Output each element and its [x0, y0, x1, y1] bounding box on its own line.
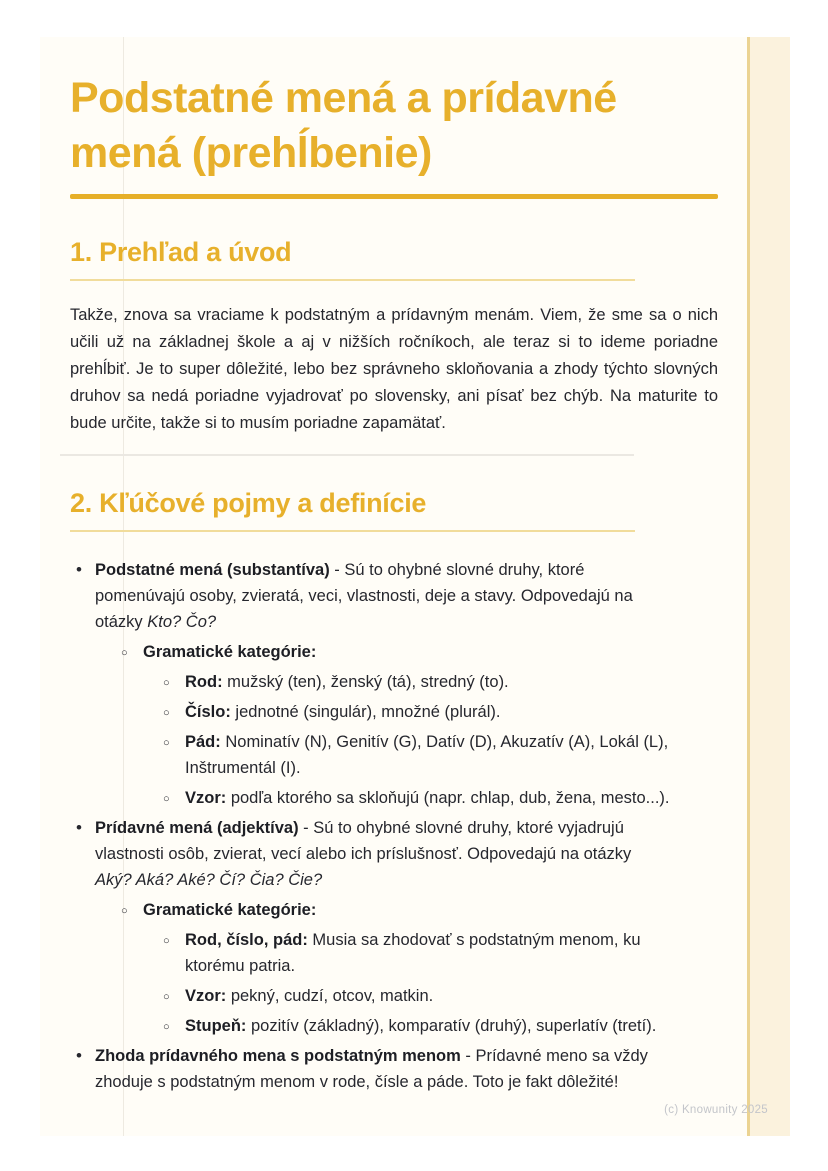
page-right-margin-rule: [747, 37, 750, 1136]
list-item: [70, 1043, 718, 1095]
list-item: [70, 699, 718, 725]
list-item-text: Nominatív (N), Genitív (G), Datív (D), Akuzatív (A), Lokál (L),: [220, 733, 669, 751]
section-divider: [60, 454, 634, 456]
circle-bullet-icon: ○: [163, 935, 170, 947]
list-item-text: jednotné (singulár), množné (plurál).: [230, 703, 501, 721]
list-item-text: Aký? Aká? Aké? Čí? Čia? Čie?: [95, 871, 323, 889]
list-item-text: Kto? Čo?: [147, 613, 217, 631]
concept-list: [70, 557, 718, 1095]
list-item: [70, 557, 718, 635]
list-item-text: Rod:: [185, 673, 223, 691]
watermark: (c) Knowunity 2025: [664, 1104, 768, 1116]
circle-bullet-icon: ○: [121, 647, 128, 659]
list-item-text: Prídavné mená (adjektíva): [95, 819, 299, 837]
list-item-text: Vzor:: [185, 789, 227, 807]
list-item: [70, 639, 718, 665]
list-item-text: Číslo:: [185, 703, 231, 721]
list-item-text: Stupeň:: [185, 1017, 247, 1035]
list-item-text: - Prídavné meno sa vždy: [460, 1047, 648, 1065]
list-item-text: Gramatické kategórie:: [143, 643, 317, 661]
list-item-text: Musia sa zhodovať s podstatným menom, ku: [307, 931, 641, 949]
list-item: [70, 1013, 718, 1039]
list-item-text: Vzor:: [185, 987, 227, 1005]
circle-bullet-icon: ○: [163, 793, 170, 805]
document-page: [40, 37, 790, 1136]
bullet-icon: •: [76, 560, 82, 579]
list-item-text: podľa ktorého sa skloňujú (napr. chlap, dub, žena, mesto...).: [226, 789, 670, 807]
list-item: [70, 669, 718, 695]
list-item: [70, 927, 718, 979]
list-item-text: pozitív (základný), komparatív (druhý), superlatív (tretí).: [246, 1017, 657, 1035]
title-divider-rule: [70, 194, 718, 199]
list-item: [70, 815, 718, 893]
list-item-text: ktorému patria.: [185, 957, 296, 975]
page-content: [70, 71, 718, 1099]
list-item-text: - Sú to ohybné slovné druhy, ktoré vyjadrujú: [298, 819, 624, 837]
page-right-margin-strip: [750, 37, 790, 1136]
list-item-text: otázky: [95, 613, 148, 631]
list-item-text: vlastnosti osôb, zvierat, vecí alebo ich príslušnosť. Odpovedajú na otázky: [95, 845, 632, 863]
list-item: [70, 729, 718, 781]
section-1-heading: 1. Prehľad a úvod: [70, 237, 292, 267]
circle-bullet-icon: ○: [163, 677, 170, 689]
list-item-text: Rod, číslo, pád:: [185, 931, 308, 949]
list-item-text: pomenúvajú osoby, zvieratá, veci, vlastnosti, deje a stavy. Odpovedajú na: [95, 587, 633, 605]
section-2-heading: 2. Kľúčové pojmy a definície: [70, 488, 427, 518]
circle-bullet-icon: ○: [163, 991, 170, 1003]
list-item-text: Zhoda prídavného mena s podstatným menom: [95, 1047, 461, 1065]
list-item: [70, 897, 718, 923]
page-title: Podstatné mená a prídavné mená (prehĺbenie): [70, 74, 617, 177]
list-item-text: Gramatické kategórie:: [143, 901, 317, 919]
list-item-text: - Sú to ohybné slovné druhy, ktoré: [329, 561, 585, 579]
section-1-header: [70, 236, 635, 281]
circle-bullet-icon: ○: [121, 905, 128, 917]
bullet-icon: •: [76, 818, 82, 837]
bullet-icon: •: [76, 1046, 82, 1065]
list-item-text: mužský (ten), ženský (tá), stredný (to).: [222, 673, 509, 691]
circle-bullet-icon: ○: [163, 707, 170, 719]
list-item-text: zhoduje s podstatným menom v rode, čísle a páde. Toto je fakt dôležité!: [95, 1073, 619, 1091]
list-item-text: Pád:: [185, 733, 221, 751]
list-item: [70, 983, 718, 1009]
circle-bullet-icon: ○: [163, 1021, 170, 1033]
circle-bullet-icon: ○: [163, 737, 170, 749]
list-item-text: Podstatné mená (substantíva): [95, 561, 330, 579]
list-item-text: Inštrumentál (I).: [185, 759, 301, 777]
list-item-text: pekný, cudzí, otcov, matkin.: [226, 987, 434, 1005]
list-item: [70, 785, 718, 811]
intro-paragraph: Takže, znova sa vraciame k podstatným a prídavným menám. Viem, že sme sa o nich učili už na základnej škole a aj v nižších ročníkoch, ale teraz si to ideme poriadne prehĺbiť. Je to super dôležité, lebo bez správneho skloňovania a zhody týchto slovných druhov sa nedá poriadne vyjadrovať po slovensky, ani písať bez chýb. Na maturite to bude určite, takže si to musím poriadne zapamätať.: [70, 306, 718, 432]
section-2-header: [70, 487, 635, 532]
